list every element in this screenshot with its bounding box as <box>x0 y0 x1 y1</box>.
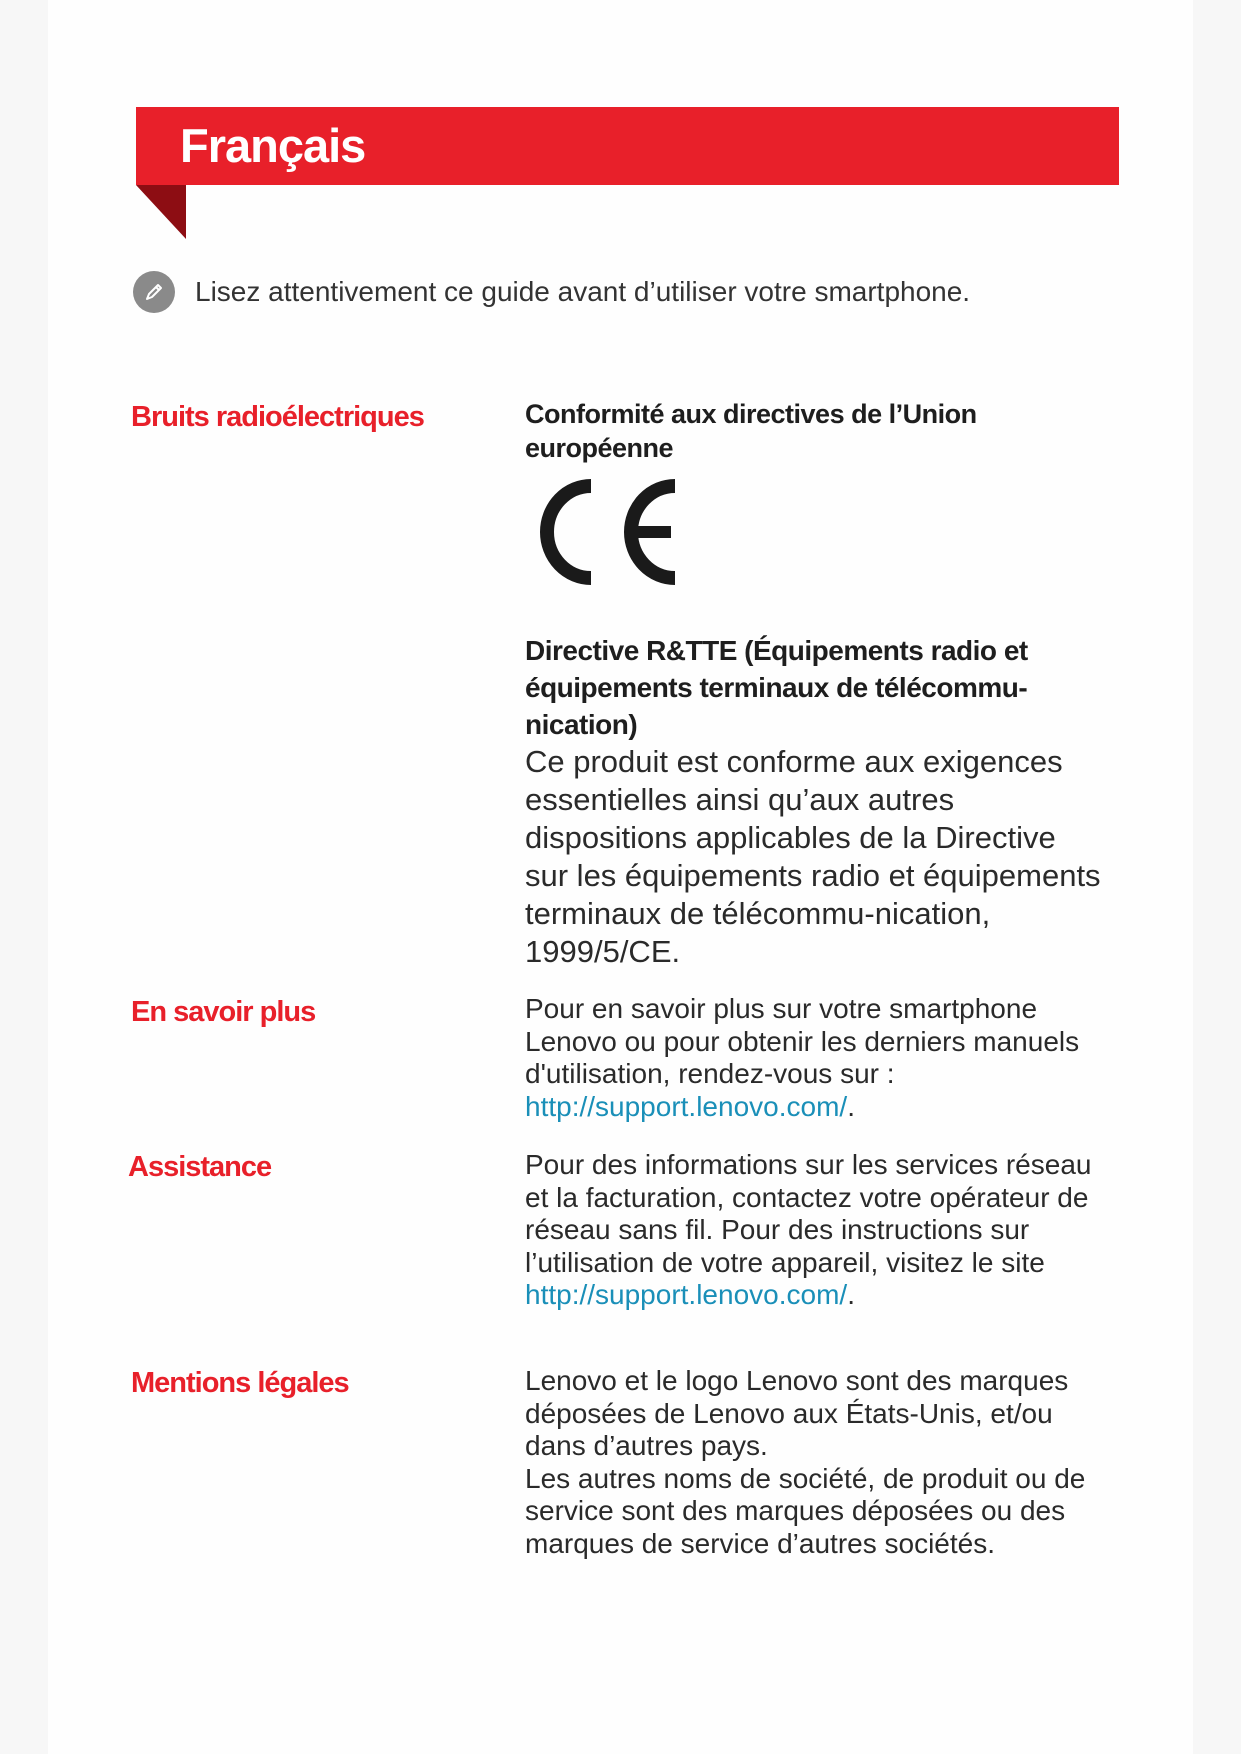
rtte-heading: Directive R&TTE (Équipements radio et équipements terminaux de télécommu-nication) <box>525 635 1028 740</box>
section-label-support: Assistance <box>128 1151 272 1183</box>
section-label-more: En savoir plus <box>131 996 316 1028</box>
support-body: Pour des informations sur les services réseau et la facturation, contactez votre opérateur de réseau sans fil. Pour des instructions sur l’utilisation de votre appareil, visitez le site <box>525 1149 1092 1278</box>
section-label-legal: Mentions légales <box>131 1367 349 1399</box>
support-end: . <box>847 1279 855 1310</box>
banner-title: Français <box>180 119 366 172</box>
ce-mark-logo <box>525 474 685 595</box>
section-label-radio: Bruits radioélectriques <box>131 401 424 433</box>
support-link[interactable]: http://support.lenovo.com/ <box>525 1090 848 1122</box>
more-end: . <box>847 1090 855 1122</box>
radio-heading-eu <box>525 397 1025 465</box>
banner-fold <box>136 185 186 239</box>
support-block <box>525 1149 1105 1312</box>
legal-body-1: Lenovo et le logo Lenovo sont des marques déposées de Lenovo aux États-Unis, et/ou dans d’autres pays. <box>525 1365 1069 1461</box>
radio-directive-block <box>525 632 1105 971</box>
intro-text: Lisez attentivement ce guide avant d’utiliser votre smartphone. <box>195 276 971 307</box>
more-block <box>525 993 1105 1123</box>
more-body: Pour en savoir plus sur votre smartphone Lenovo ou pour obtenir les derniers manuels d'utilisation, rendez-vous sur : <box>525 993 1080 1089</box>
intro-note <box>133 271 970 313</box>
support-link-2[interactable]: http://support.lenovo.com/ <box>525 1279 848 1310</box>
rtte-body: Ce produit est conforme aux exigences essentielles ainsi qu’aux autres dispositions applicables de la Directive sur les équipements radio et équipements terminaux de télécommu-nication, 1999/5/CE. <box>525 744 1101 969</box>
pencil-icon <box>133 271 175 313</box>
eu-compliance-heading: Conformité aux directives de l’Union européenne <box>525 399 977 463</box>
legal-block <box>525 1365 1105 1560</box>
legal-body-2: Les autres noms de société, de produit ou de service sont des marques déposées ou des marques de service d’autres sociétés. <box>525 1462 1086 1559</box>
